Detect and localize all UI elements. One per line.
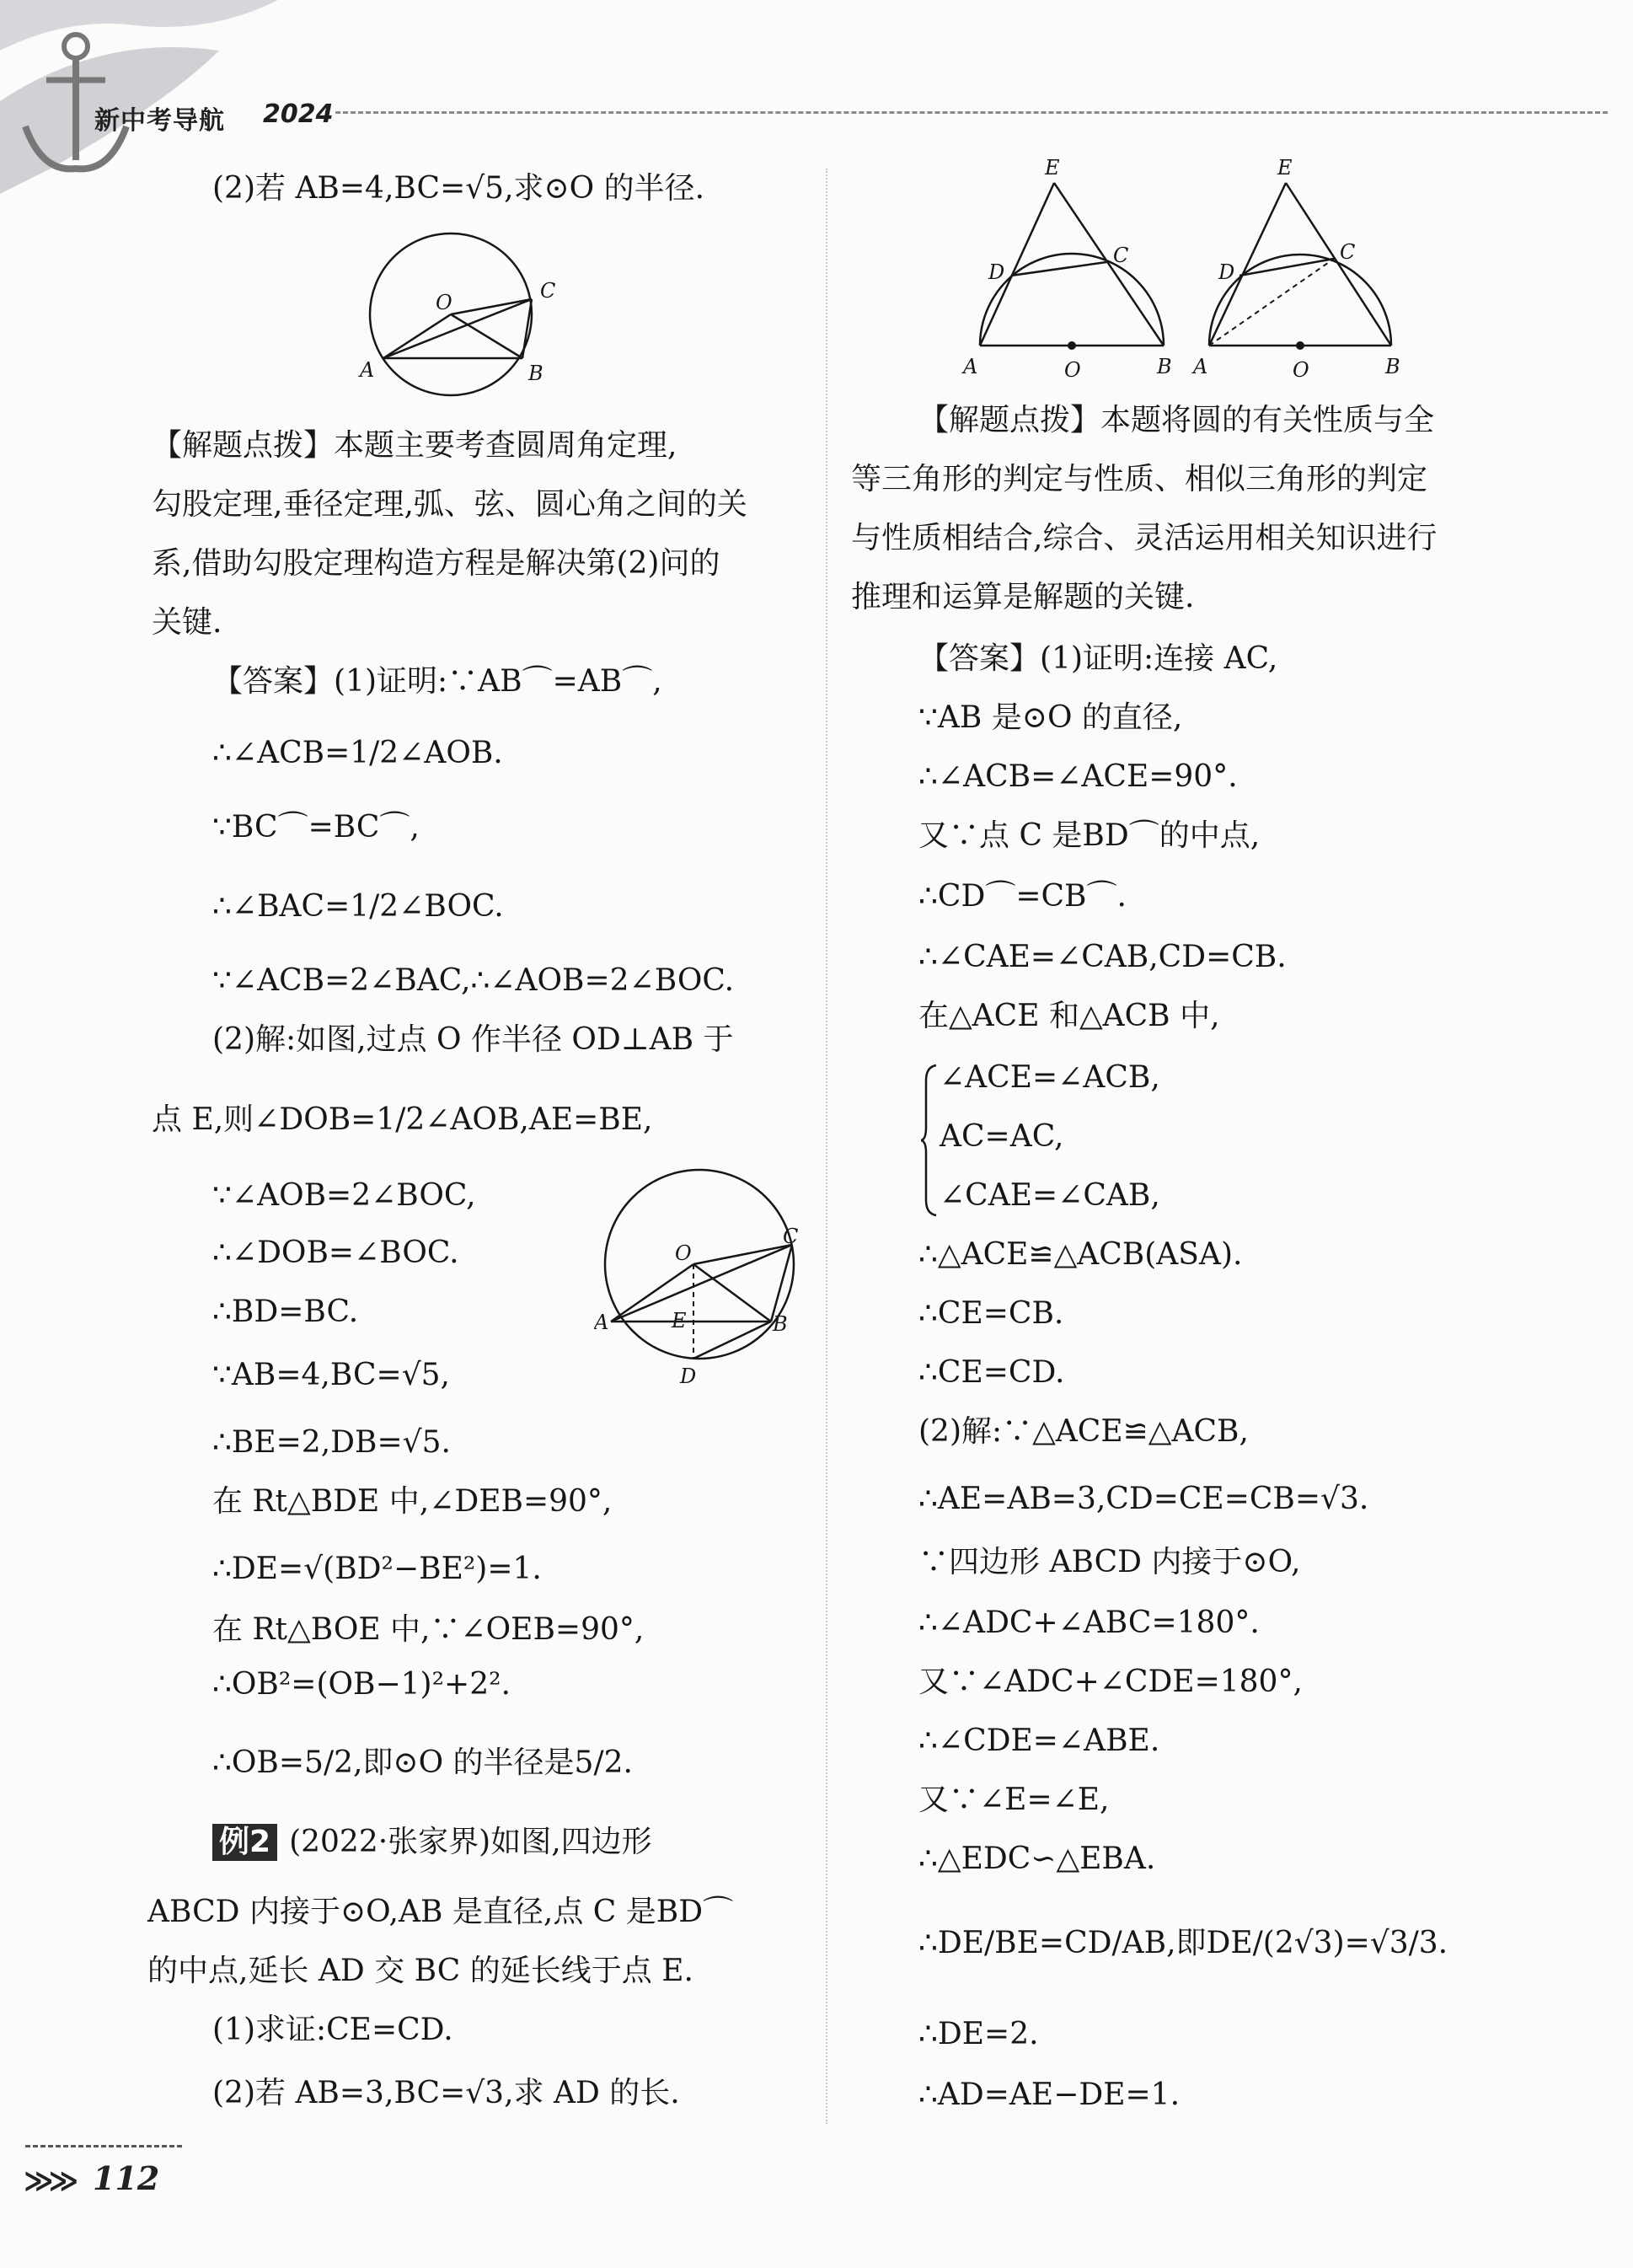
right-line-26: ∴DE=2.: [918, 2017, 1039, 2051]
point-label-a: A: [594, 1311, 609, 1334]
left-line-15: ∵AB=4,BC=√5,: [212, 1358, 450, 1392]
right-line-5: ∵AB 是⊙O 的直径,: [918, 700, 1183, 735]
point-label-d: D: [1218, 260, 1235, 284]
right-line-6: ∴∠ACB=∠ACE=90°.: [918, 759, 1238, 794]
left-line-0: (2)若 AB=4,BC=√5,求⊙O 的半径.: [212, 171, 705, 206]
point-label-a: A: [963, 355, 978, 378]
right-line-17: (2)解:∵△ACE≌△ACB,: [918, 1414, 1249, 1449]
left-line-17: 在 Rt△BDE 中,∠DEB=90°,: [212, 1484, 613, 1519]
right-line-20: ∴∠ADC+∠ABC=180°.: [918, 1606, 1260, 1640]
left-line-2: 勾股定理,垂径定理,弧、弦、圆心角之间的关: [152, 487, 747, 522]
point-label-b: B: [773, 1312, 788, 1336]
right-line-16: ∴CE=CD.: [918, 1355, 1065, 1390]
system-brace: [921, 1064, 940, 1217]
right-line-1: 等三角形的判定与性质、相似三角形的判定: [851, 462, 1428, 496]
right-line-21: 又∵∠ADC+∠CDE=180°,: [918, 1665, 1303, 1699]
point-label-e: E: [1277, 156, 1293, 180]
column-divider: [826, 169, 827, 2124]
point-label-b: B: [528, 362, 543, 385]
left-line-25: 的中点,延长 AD 交 BC 的延长线于点 E.: [147, 1954, 693, 1988]
point-label-a: A: [360, 358, 375, 382]
right-line-7: 又∵点 C 是BD⌒的中点,: [918, 818, 1261, 853]
right-line-11: ∠ACE=∠ACB,: [940, 1060, 1160, 1095]
right-line-19: ∵四边形 ABCD 内接于⊙O,: [918, 1545, 1301, 1579]
right-line-14: ∴△ACE≌△ACB(ASA).: [918, 1237, 1243, 1272]
right-line-3: 推理和运算是解题的关键.: [851, 580, 1195, 614]
right-line-9: ∴∠CAE=∠CAB,CD=CB.: [918, 940, 1287, 974]
series-title: 新中考导航: [94, 106, 225, 136]
left-line-24: ABCD 内接于⊙O,AB 是直径,点 C 是BD⌒: [147, 1895, 734, 1929]
figure-circle-oabcde: [594, 1167, 813, 1386]
right-line-23: 又∵∠E=∠E,: [918, 1783, 1110, 1817]
anchor-logo-icon: [0, 0, 354, 194]
figure-circle-oabc: [341, 232, 594, 400]
point-label-o: O: [675, 1241, 692, 1265]
left-line-16: ∴BE=2,DB=√5.: [212, 1425, 451, 1460]
right-line-13: ∠CAE=∠CAB,: [940, 1178, 1160, 1213]
left-line-1: 【解题点拨】本题主要考查圆周角定理,: [152, 428, 677, 463]
right-line-15: ∴CE=CB.: [918, 1296, 1064, 1331]
point-label-c: C: [1113, 244, 1129, 267]
right-line-18: ∴AE=AB=3,CD=CE=CB=√3.: [918, 1482, 1369, 1516]
point-label-c: C: [1340, 240, 1356, 264]
right-line-10: 在△ACE 和△ACB 中,: [918, 999, 1220, 1033]
page-number: 112: [93, 2159, 160, 2197]
left-line-6: ∴∠ACB=1/2∠AOB.: [212, 736, 503, 770]
left-line-19: 在 Rt△BOE 中,∵∠OEB=90°,: [212, 1612, 645, 1647]
left-line-12: ∵∠AOB=2∠BOC,: [212, 1178, 476, 1213]
left-line-5: 【答案】(1)证明:∵AB⌒=AB⌒,: [212, 664, 662, 699]
figure-triangle-ecd-left: [955, 156, 1174, 388]
right-line-27: ∴AD=AE−DE=1.: [918, 2078, 1181, 2112]
left-line-14: ∴BD=BC.: [212, 1295, 359, 1329]
left-line-20: ∴OB²=(OB−1)²+2².: [212, 1667, 511, 1702]
left-line-3: 系,借助勾股定理构造方程是解决第(2)问的: [152, 546, 720, 581]
point-label-o: O: [1064, 358, 1081, 382]
example-2-source: (2022·张家界)如图,四边形: [289, 1825, 652, 1859]
left-line-10: (2)解:如图,过点 O 作半径 OD⊥AB 于: [212, 1022, 734, 1057]
right-line-4: 【答案】(1)证明:连接 AC,: [918, 641, 1278, 676]
right-line-2: 与性质相结合,综合、灵活运用相关知识进行: [851, 521, 1438, 555]
footer-divider: [25, 2145, 182, 2147]
point-label-b: B: [1385, 355, 1400, 378]
left-line-9: ∵∠ACB=2∠BAC,∴∠AOB=2∠BOC.: [212, 963, 735, 998]
point-label-e: E: [672, 1309, 687, 1332]
point-label-o: O: [436, 291, 452, 314]
point-label-d: D: [680, 1365, 697, 1386]
figure-triangle-ecd-right: [1186, 156, 1405, 388]
point-label-c: C: [783, 1225, 799, 1248]
series-year: 2024: [263, 99, 334, 129]
right-line-8: ∴CD⌒=CB⌒.: [918, 879, 1127, 914]
left-line-26: (1)求证:CE=CD.: [212, 2013, 453, 2047]
left-line-7: ∵BC⌒=BC⌒,: [212, 810, 420, 844]
right-line-22: ∴∠CDE=∠ABE.: [918, 1724, 1160, 1758]
right-line-24: ∴△EDC∽△EBA.: [918, 1842, 1156, 1876]
point-label-d: D: [988, 260, 1005, 284]
point-label-e: E: [1045, 156, 1060, 180]
left-line-4: 关键.: [152, 605, 222, 640]
right-line-12: AC=AC,: [940, 1119, 1064, 1154]
footer-arrows-icon: ≫≫: [24, 2164, 74, 2198]
point-label-a: A: [1193, 355, 1208, 378]
left-line-27: (2)若 AB=3,BC=√3,求 AD 的长.: [212, 2076, 680, 2110]
left-line-11: 点 E,则∠DOB=1/2∠AOB,AE=BE,: [152, 1102, 653, 1137]
example-2-heading: [212, 1822, 652, 1863]
right-line-0: 【解题点拨】本题将圆的有关性质与全: [918, 403, 1435, 437]
point-label-c: C: [540, 279, 556, 303]
left-line-18: ∴DE=√(BD²−BE²)=1.: [212, 1552, 542, 1586]
left-line-13: ∴∠DOB=∠BOC.: [212, 1236, 459, 1270]
example-badge: 例2: [212, 1824, 277, 1861]
left-line-21: ∴OB=5/2,即⊙O 的半径是5/2.: [212, 1745, 633, 1780]
point-label-b: B: [1157, 355, 1172, 378]
header-divider: [335, 111, 1608, 114]
left-line-8: ∴∠BAC=1/2∠BOC.: [212, 889, 504, 924]
point-label-o: O: [1293, 358, 1309, 382]
right-line-25: ∴DE/BE=CD/AB,即DE/(2√3)=√3/3.: [918, 1926, 1448, 1960]
